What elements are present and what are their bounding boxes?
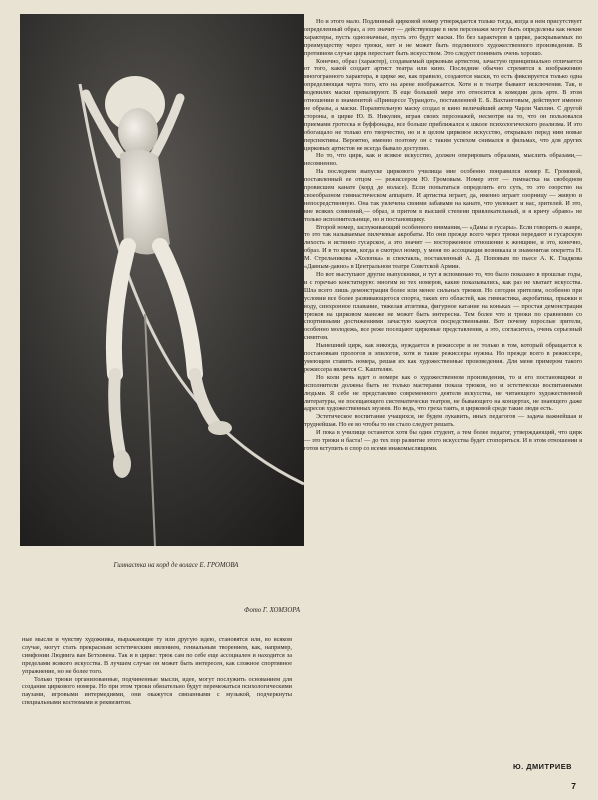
paragraph: Второй номер, заслуживающий особенного внимания,— «Дамы и гусары». Если говорить о жанре, то это так называемые пилечевые акробаты. Но они прежде всего через трюки передают и гусарскую лихость и истинно гусарское, а это значит — восторженное отношение к женщине, и это, конечно, образ. И в то время, когда я смотрел номер, у меня по ассоциации возникала и знаменитая оперетта Н. М. Стрельникова «Холопка» и спектакль, поставленный А. Д. Поповым по пьесе А. К. Гладкова «Давным-давно» в Центральном театре Советской Армии. xyxy=(304,223,582,271)
paragraph: Но вот выступают другие выпускники, и тут я вспоминаю то, что было показано в прошлые годы, и с горечью констатирую: многим из тех номеров, какие показывались, как раз не хватает искусства. Шла всего лишь демонстрация более или менее сильных трюков. Но сегодня зрителям, особенно при условии все более развивающегося спорта, таких его областей, как гимнастика, акробатика, прыжки в воду, синхронное плавание, тяжелая атлетика, фигурное катание на коньках — простая демонстрация трюков на цирковом манеже не может быть интересна. Тем более что и трюки по сравнению со спортивными достижениями зачастую кажутся посредственными. Вот почему взрослые зрители, особенно молодежь, все реже посещают цирковые представления, а это, согласитесь, очень серьезный симптом. xyxy=(304,271,582,342)
paragraph: ные мысли и чувству художника, выражающие ту или другую идею, становятся или, во всяком случае, могут стать прекрасным эстетическим явлением, гениальным творением, как, например, симфонии Людвига ван Бетховена. Так и в цирке: трюк сам по себе еще ассоциален и находится за пределами всякого искусства. В лучшем случае он может быть интересен, как сложное спортивное упражнение, но не более того. xyxy=(22,636,292,675)
photo-credit: Фото Г. ХОМЗОРА xyxy=(244,607,300,614)
left-text-column xyxy=(22,636,292,707)
paragraph: Но то, что цирк, как и всякое искусство, должен оперировать образами, мыслить образами,— несомненно. xyxy=(304,152,582,168)
photo-caption: Гимнастка на корд де воласе Е. ГРОМОВА xyxy=(113,562,239,569)
paragraph: Но коли речь идет о номере как о художественном произведении, то и его постановщики и исполнители должны быть не только мастерами показа трюков, но и эстетически воспитанными людьми. Я себе не представляю современного деятеля искусства, не читающего художественной литературы, не посещающего систематически театров, не бывающего на концертах, не знающего даже адресов художественных музеев. Но ведь, что греха таить, в цирковой среде такие люди есть. xyxy=(304,373,582,413)
gymnast-photo xyxy=(20,14,304,546)
paragraph: Конечно, образ (характер), создаваемый цирковым артистом, зачастую принципиально отличается от того, какой создает артист театра или кино. Последние обычно стремятся к изображению многогранного характера, в цирке же, как правило, создаются маски, то есть фиксируется только одна определяющая черта того, кто на арене изображается. Хотя и в театре бывают исключения. Так, в водевилях маски превалируют. В еще большей мере это относится к комедии дель арте. В этом отношении в знаменитой «Принцессе Турандот», поставленной Е. Б. Вахтанговым, действуют именно не образы, а маски. Поразительную маску создал в кино величайший актер Чарли Чаплин. С другой стороны, в цирке Ю. В. Никулин, играя своих персонажей, несмотря на то, что он пользовался приемами гротеска и буффонады, все больше приближался к школе психологического реализма. И это обогащало не только его творчество, но и в целом цирковое искусство, открывало перед ним новые перспективы. Вероятно, именно поэтому он с таким успехом снимался в фильмах, что для других цирковых артистов не всегда бывало доступно. xyxy=(304,57,582,152)
paragraph: И пока в училище останется хотя бы один студент, а тем более педагог, утверждающий, что цирк — это трюки и баста! — до тех пор развитие этого искусства будет стопориться. И в этом отношении я готов вступить в спор со всеми инакомыслящими. xyxy=(304,429,582,452)
right-text-column xyxy=(304,18,582,453)
paragraph: Но и этого мало. Подлинный цирковой номер утверждается только тогда, когда в нем присутствует определенный образ, а это значит — действующие в нем персонажи могут быть определены как некие характеры, пусть однозначные, пусть это будут маски. Но без характеров в цирке, раскрываемых по преимуществу через трюки, нет и не может быть подлинного художественного произведения. В противном случае цирк перестает быть искусством. Это следует понимать очень хорошо. xyxy=(304,18,582,57)
paragraph: Только трюки организованные, подчиненные мысли, идее, могут послужить основанием для создания циркового номера. Но при этом трюки обязательно будут перемежаться психологическими паузами, игровыми интермедиями, они окажутся связанными с музыкой, подчеркнуты специальными костюмами и реквизитом. xyxy=(22,675,292,707)
paragraph: Нынешний цирк, как никогда, нуждается в режиссере и не только в том, который обращается к постановкам прологов и эпилогов, хотя и такие режиссеры нужны. Но прежде всего в режиссере, умеющем ставить номера, решая их как художественные произведения. Для меня примером такого режиссера является С. Каштелян. xyxy=(304,342,582,373)
paragraph: На последнем выпуске циркового училища мне особенно понравился номер Е. Громовой, поставленный ее отцом — режиссером Ю. Громовым. Номер этот — гимнастка на свободном провисшем канате (корд де воласе). Если попытаться определить его суть, то это озорство на своеобразном гимнастическом аппарате. И артистка играет, да, именно играет озорницу — живую и непосредственную. Она так увлечена своими забавами на канате, что увлекает и нас, зрителей. И это, вне всяких сомнений,— образ, и притом в высшей степени привлекательный, и я кричу «браво» не только исполнительнице, но и постановщику. xyxy=(304,168,582,223)
page-number: 7 xyxy=(571,781,576,791)
gymnast-illustration xyxy=(20,14,304,546)
paragraph: Эстетическое воспитание учащихся, не будем лукавить, иных педагогов — задача важнейшая и труднейшая. Но ее во чтобы то ни стало следует решать. xyxy=(304,413,582,429)
author-signature: Ю. ДМИТРИЕВ xyxy=(513,762,572,771)
